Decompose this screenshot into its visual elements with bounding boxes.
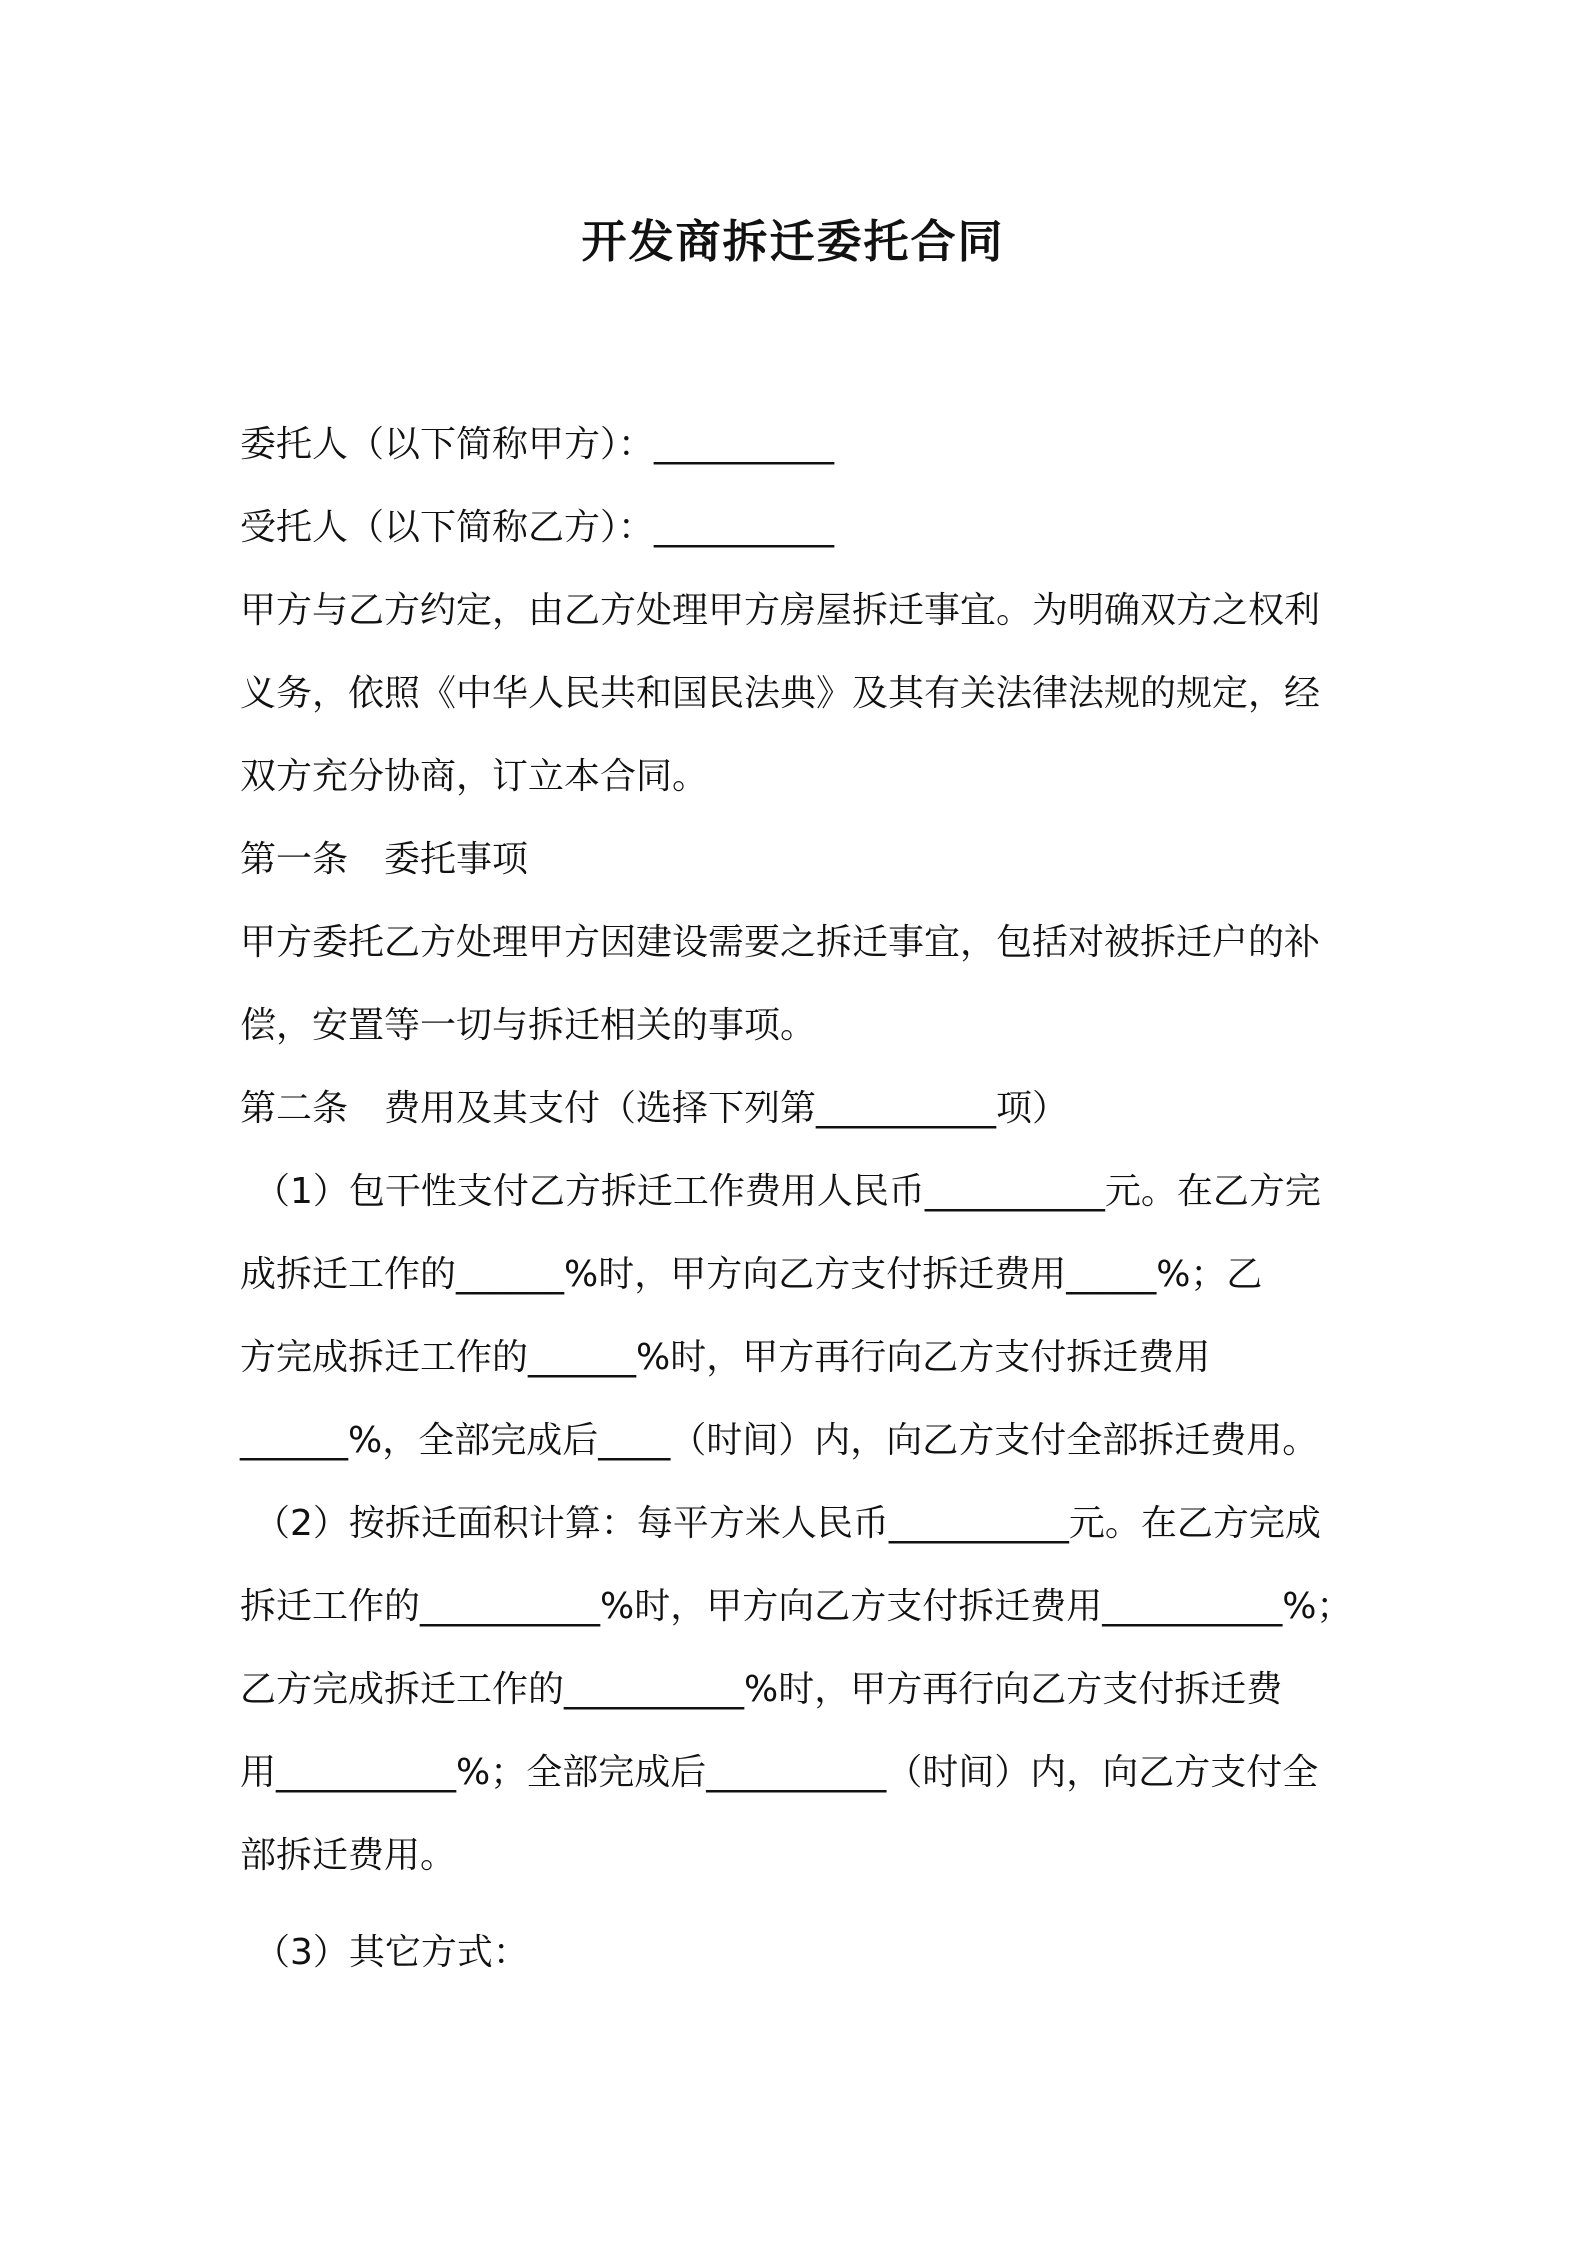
article-1-text: 偿，安置等一切与拆迁相关的事项。 bbox=[240, 1005, 817, 1046]
preamble-line: 甲方与乙方约定，由乙方处理甲方房屋拆迁事宜。为明确双方之权利 bbox=[240, 590, 1321, 631]
principal-line: 委托人（以下简称甲方）：__________ bbox=[240, 424, 835, 465]
payment-option-2-text: （2）按拆迁面积计算：每平方米人民币__________元。在乙方完成 bbox=[254, 1503, 1321, 1544]
payment-option-3-text: （3）其它方式： bbox=[254, 1932, 529, 1973]
payment-option-2-text: 乙方完成拆迁工作的__________%时，甲方再行向乙方支付拆迁费 bbox=[240, 1669, 1283, 1710]
payment-option-1-text: 成拆迁工作的______%时，甲方向乙方支付拆迁费用_____%；乙 bbox=[240, 1254, 1263, 1295]
payment-option-2-text: 用__________%；全部完成后__________（时间）内，向乙方支付全 bbox=[240, 1752, 1319, 1793]
document-title: 开发商拆迁委托合同 bbox=[581, 215, 1005, 268]
payment-option-2-text: 拆迁工作的__________%时，甲方向乙方支付拆迁费用__________%； bbox=[240, 1586, 1353, 1627]
agent-line: 受托人（以下简称乙方）：__________ bbox=[240, 507, 835, 548]
article-1-heading: 第一条 委托事项 bbox=[240, 839, 529, 880]
article-1-text: 甲方委托乙方处理甲方因建设需要之拆迁事宜，包括对被拆迁户的补 bbox=[240, 922, 1321, 963]
payment-option-1-text: ______%，全部完成后____（时间）内，向乙方支付全部拆迁费用。 bbox=[240, 1420, 1319, 1461]
payment-option-2-text: 部拆迁费用。 bbox=[240, 1835, 457, 1876]
preamble-line: 义务，依照《中华人民共和国民法典》及其有关法律法规的规定，经 bbox=[240, 673, 1321, 714]
payment-option-1-text: 方完成拆迁工作的______%时，甲方再行向乙方支付拆迁费用 bbox=[240, 1337, 1211, 1378]
contract-body bbox=[240, 403, 1390, 1994]
payment-option-1-text: （1）包干性支付乙方拆迁工作费用人民币__________元。在乙方完 bbox=[254, 1171, 1321, 1212]
preamble-line: 双方充分协商，订立本合同。 bbox=[240, 756, 709, 797]
article-2-heading: 第二条 费用及其支付（选择下列第__________项） bbox=[240, 1088, 1069, 1129]
